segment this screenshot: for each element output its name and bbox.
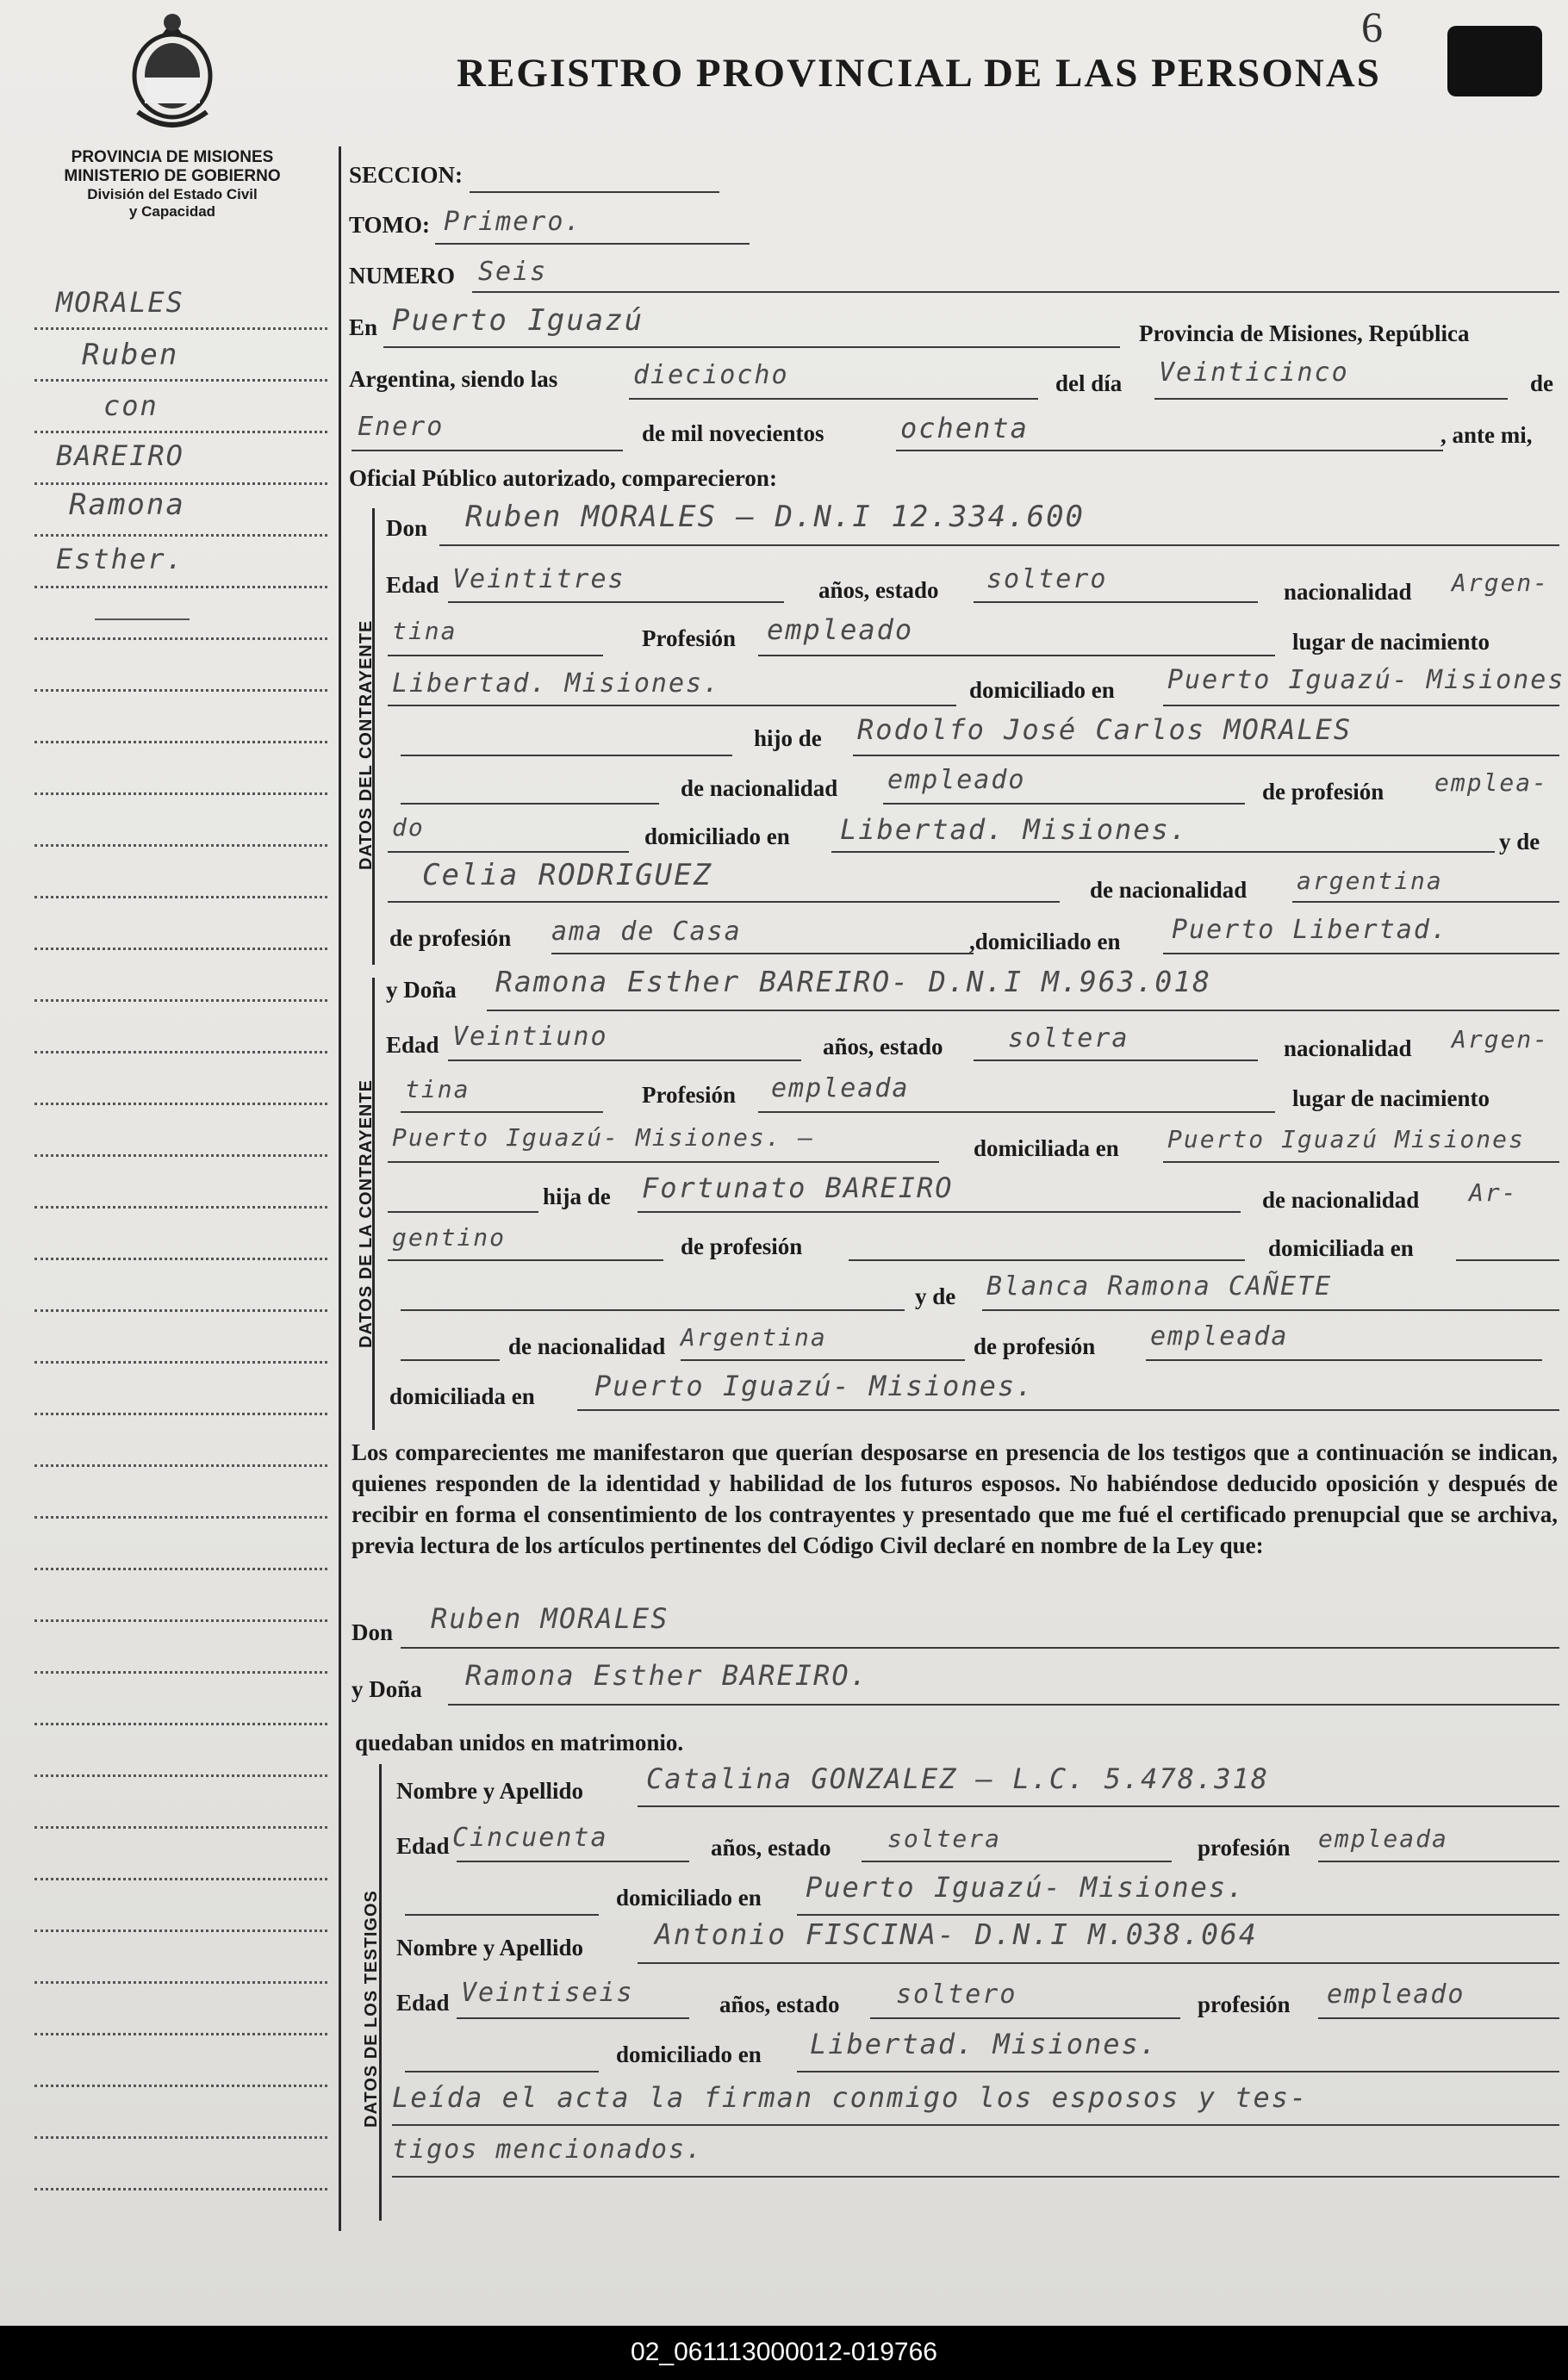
y-de-label-2: y de [915, 1283, 956, 1309]
dona-final-value: Ramona Esther BAREIRO. [465, 1659, 868, 1692]
seccion-label: SECCION: [349, 162, 464, 188]
madre-nacionalidad: argentina [1297, 867, 1443, 895]
dia-value: Veinticinco [1159, 357, 1349, 388]
margin-note-line: Esther. [56, 543, 184, 575]
madre2-profesion: empleada [1150, 1321, 1289, 1352]
contrayente2-domicilio: Puerto Iguazú Misiones [1167, 1125, 1525, 1153]
contrayente2-nac-1: Argen- [1452, 1025, 1550, 1053]
oficial-label: Oficial Público autorizado, comparecieron: [349, 465, 777, 491]
nacionalidad-label-2: nacionalidad [1284, 1035, 1412, 1061]
madre2-nacionalidad: Argentina [681, 1323, 827, 1352]
testigo2-profesion: empleado [1327, 1979, 1465, 2010]
padre-nacionalidad: empleado [887, 765, 1026, 795]
lugar-value: Puerto Iguazú [392, 303, 644, 338]
don-label-2: Don [352, 1619, 394, 1645]
tomo-value: Primero. [444, 207, 582, 237]
numero-value: Seis [478, 257, 548, 287]
division-name: División del Estado Civil [87, 186, 258, 202]
padre-profesion-1: emplea- [1434, 768, 1549, 797]
contrayente2-nacimiento: Puerto Iguazú- Misiones. — [392, 1123, 815, 1152]
contrayente2-estado: soltera [1008, 1023, 1129, 1053]
margin-note-line: MORALES [56, 286, 184, 319]
testigo1-domicilio: Puerto Iguazú- Misiones. [806, 1871, 1246, 1904]
madre2-domicilio: Puerto Iguazú- Misiones. [594, 1370, 1035, 1402]
contrayente2-vertical-label: DATOS DE LA CONTRAYENTE [357, 1079, 376, 1348]
contrayente1-vertical-label: DATOS DEL CONTRAYENTE [357, 619, 376, 870]
testigo2-nombre: Antonio FISCINA- D.N.I M.038.064 [655, 1917, 1258, 1951]
argentina-label: Argentina, siendo las [349, 366, 558, 392]
testigo1-nombre: Catalina GONZALEZ — L.C. 5.478.318 [646, 1762, 1270, 1795]
padre2-nac-1: Ar- [1469, 1178, 1518, 1207]
contrayente1-estado: soltero [986, 564, 1108, 594]
contrayente1-nac-2: tina [392, 617, 457, 645]
de-profesion-label: de profesión [1262, 779, 1384, 805]
testigo2-estado: soltero [896, 1979, 1017, 2010]
firma-note-2: tigos mencionados. [392, 2135, 704, 2165]
margin-note-line: Ruben [82, 338, 179, 372]
domiciliado-en-label-2: domiciliado en [644, 823, 790, 849]
lugar-nacimiento-label-2: lugar de nacimiento [1292, 1085, 1490, 1111]
de-nacionalidad-label-4: de nacionalidad [508, 1333, 666, 1359]
ministry-name: MINISTERIO DE GOBIERNO [64, 167, 281, 185]
testigos-vertical-label: DATOS DE LOS TESTIGOS [362, 1890, 381, 2128]
contrayente2-nac-2: tina [405, 1075, 470, 1103]
de-nacionalidad-label-2: de nacionalidad [1090, 877, 1248, 903]
edad-label-2: Edad [386, 1032, 439, 1058]
padre2-nombre: Fortunato BAREIRO [642, 1171, 954, 1204]
madre-nombre: Celia RODRIGUEZ [422, 858, 713, 892]
contrayente2-edad: Veintiuno [452, 1022, 608, 1052]
contrayente1-name: Ruben MORALES — D.N.I 12.334.600 [465, 500, 1086, 534]
hora-value: dieciocho [633, 360, 789, 390]
page-title: REGISTRO PROVINCIAL DE LAS PERSONAS [457, 51, 1381, 96]
de-nacionalidad-label-3: de nacionalidad [1262, 1187, 1420, 1213]
y-dona-label-2: y Doña [352, 1676, 422, 1702]
contrayente1-nac-1: Argen- [1452, 569, 1550, 597]
margin-divider [339, 146, 341, 2231]
coat-of-arms-icon [121, 9, 224, 138]
testigo1-profesion: empleada [1318, 1824, 1448, 1853]
tomo-label: TOMO: [349, 212, 430, 238]
testigo2-edad: Veintiseis [461, 1978, 634, 2008]
padre-domicilio: Libertad. Misiones. [840, 813, 1189, 846]
margin-note-line: Ramona [69, 488, 185, 522]
padre2-nac-2: gentino [392, 1223, 507, 1252]
domiciliado-en-label: domiciliado en [969, 677, 1115, 703]
profesion-label-2: Profesión [642, 1082, 736, 1108]
anos-estado-label-3: años, estado [711, 1835, 831, 1861]
don-label: Don [386, 515, 428, 541]
de-profesion-label-4: de profesión [974, 1333, 1096, 1359]
province-header [17, 148, 327, 221]
nombre-apellido-label: Nombre y Apellido [396, 1778, 584, 1804]
edad-label-4: Edad [396, 1990, 450, 2016]
margin-note-line: con [103, 389, 159, 422]
anos-estado-label-4: años, estado [719, 1992, 840, 2017]
domiciliada-en-label-2: domiciliada en [1268, 1235, 1414, 1261]
ante-mi-label: , ante mi, [1440, 422, 1533, 448]
anos-estado-label: años, estado [818, 577, 939, 603]
madre-domicilio: Puerto Libertad. [1172, 915, 1448, 945]
anio-value: ochenta [900, 412, 1029, 444]
domiciliada-en-label-3: domiciliada en [389, 1383, 535, 1409]
y-de-label: y de [1499, 829, 1540, 854]
nombre-apellido-label-2: Nombre y Apellido [396, 1935, 584, 1961]
lugar-nacimiento-label: lugar de nacimiento [1292, 629, 1490, 655]
quedaban-label: quedaban unidos en matrimonio. [355, 1730, 684, 1755]
domiciliado-en-label-4: domiciliado en [616, 2041, 762, 2067]
numero-label: NUMERO [349, 263, 455, 289]
nacionalidad-label: nacionalidad [1284, 579, 1412, 605]
contrayente1-domicilio: Puerto Iguazú- Misiones [1167, 665, 1565, 695]
hija-de-label: hija de [543, 1184, 611, 1209]
hijo-de-label: hijo de [754, 725, 822, 751]
del-dia-label: del día [1055, 370, 1123, 396]
contrayente2-name: Ramona Esther BAREIRO- D.N.I M.963.018 [495, 965, 1211, 998]
domiciliado-en-label-3: domiciliado en [616, 1885, 762, 1911]
provincia-label: Provincia de Misiones, República [1139, 320, 1470, 346]
testigo1-estado: soltera [887, 1824, 1002, 1853]
padre-nombre: Rodolfo José Carlos MORALES [857, 713, 1353, 746]
declaration-paragraph: Los comparecientes me manifestaron que querían desposarse en presencia de los testigos que a continuación se indican, quienes responden de la identidad y habilidad de los futuros esposos. No habiéndose deducido oposición y después de recibir en forma el consentimiento de los contrayentes y presentado que me fué el certificado prenupcial que se archiva, previa lectura de los artículos pertinentes del Código Civil declaré en nombre de la Ley que: [352, 1439, 1558, 1558]
contrayente1-profesion: empleado [767, 613, 914, 646]
contrayente2-profesion: empleada [771, 1073, 910, 1103]
margin-note-line: BAREIRO [56, 439, 184, 472]
profesion-label-3: profesión [1198, 1835, 1291, 1861]
footer-code: 02_061113000012-019766 [631, 2338, 937, 2366]
de-profesion-label-2: de profesión [389, 925, 512, 951]
de-label: de [1530, 370, 1553, 396]
contrayente1-nacimiento: Libertad. Misiones. [392, 668, 721, 699]
testigo2-domicilio: Libertad. Misiones. [810, 2028, 1159, 2060]
madre2-nombre: Blanca Ramona CAÑETE [986, 1271, 1333, 1302]
division-name-cont: y Capacidad [128, 203, 216, 220]
anos-estado-label-2: años, estado [823, 1034, 943, 1060]
profesion-label: Profesión [642, 625, 736, 651]
edad-label: Edad [386, 572, 439, 598]
page-number: 6 [1361, 3, 1383, 51]
madre-profesion: ama de Casa [551, 917, 742, 947]
firma-note-1: Leída el acta la firman conmigo los esposos y tes- [392, 2081, 1309, 2114]
domiciliado-en-coma-label: ,domiciliado en [969, 929, 1121, 954]
testigo1-edad: Cincuenta [452, 1823, 608, 1853]
en-label: En [349, 314, 378, 340]
de-profesion-label-3: de profesión [681, 1233, 803, 1259]
domiciliada-en-label: domiciliada en [974, 1135, 1119, 1161]
mes-value: Enero [358, 412, 445, 442]
de-mil-label: de mil novecientos [642, 420, 824, 446]
contrayente1-edad: Veintitres [452, 564, 625, 594]
profesion-label-4: profesión [1198, 1992, 1291, 2017]
y-dona-label: y Doña [386, 977, 457, 1003]
padre-profesion-2: do [392, 813, 425, 842]
redaction-block [1447, 26, 1542, 96]
edad-label-3: Edad [396, 1833, 450, 1859]
province-name: PROVINCIA DE MISIONES [71, 148, 274, 166]
don-final-value: Ruben MORALES [431, 1602, 669, 1635]
de-nacionalidad-label: de nacionalidad [681, 775, 838, 801]
